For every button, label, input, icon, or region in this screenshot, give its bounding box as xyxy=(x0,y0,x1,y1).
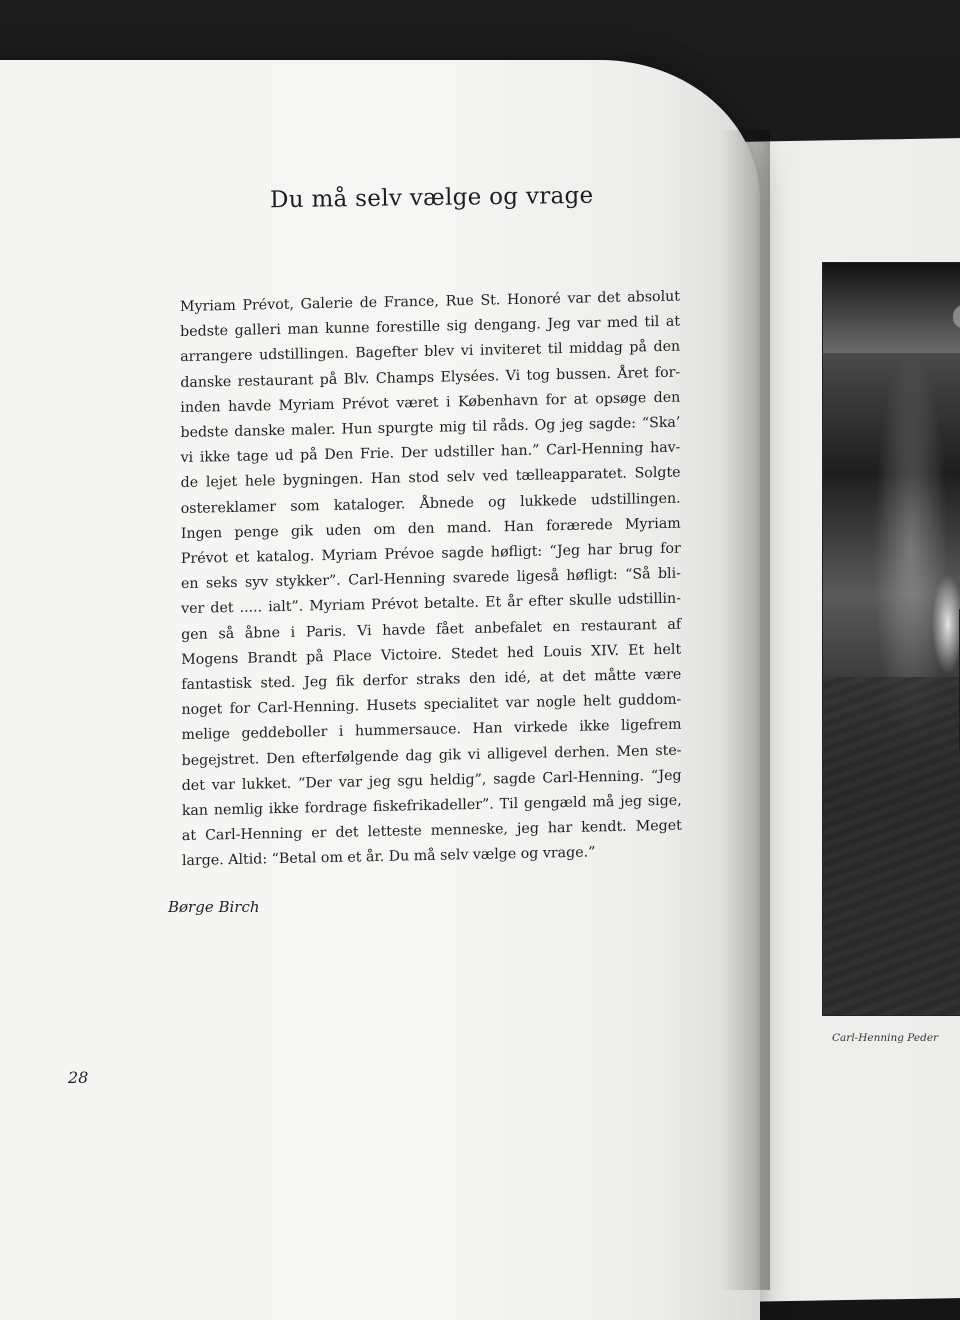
body-line: fantastisk sted. Jeg fik derfor straks den idé, at det måtte være xyxy=(181,666,682,694)
body-line: vi ikke tage ud på Den Frie. Der udstiller han.” Carl-Henning hav- xyxy=(180,439,681,467)
body-line: kan nemlig ikke fordrage fiskefrikadeller”. Til gengæld må jeg sige, xyxy=(181,792,682,820)
body-line: gen så åbne i Paris. Vi havde fået anbefalet en restaurant af xyxy=(181,616,682,643)
chapter-title: Du må selv vælge og vrage xyxy=(269,182,594,214)
author-signature: Børge Birch xyxy=(168,898,260,916)
body-line: large. Altid: “Betal om et år. Du må selv vælge og vrage.” xyxy=(181,844,596,870)
body-line: melige geddeboller i hummersauce. Han virkede ikke ligefrem xyxy=(181,717,682,744)
photo-caption: Carl-Henning Peder xyxy=(832,1032,939,1044)
street-photo xyxy=(822,262,960,1016)
body-line: at Carl-Henning er det letteste menneske, jeg har kendt. Meget xyxy=(181,817,682,845)
body-line: ver det ..... ialt”. Myriam Prévot betalte. Et år efter skulle udstillin- xyxy=(181,591,682,618)
body-line: de lejet hele bygningen. Han stod selv ved tælleapparatet. Solgte xyxy=(180,464,681,492)
body-line: en seks syv stykker”. Carl-Henning svarede ligeså høfligt: “Så bli- xyxy=(180,565,681,593)
body-line: begejstret. Den efterfølgende dag gik vi alligevel derhen. Men ste- xyxy=(181,742,682,769)
body-line: arrangere udstillingen. Bagefter blev vi inviteret til middag på den xyxy=(180,338,681,366)
body-line: det var lukket. “Der var jeg sgu heldig”, sagde Carl-Henning. “Jeg xyxy=(181,767,682,794)
body-line: Mogens Brandt på Place Victoire. Stedet hed Louis XIV. Et helt xyxy=(181,641,682,668)
body-line: bedste galleri man kunne forestille sig dengang. Jeg var med til at xyxy=(180,313,681,341)
page-number: 28 xyxy=(68,1068,89,1087)
photo-street xyxy=(823,677,960,1015)
body-text xyxy=(180,285,682,875)
body-line: Myriam Prévot, Galerie de France, Rue St. Honoré var det absolut xyxy=(180,288,680,316)
body-line: Prévot et katalog. Myriam Prévoe sagde høfligt: “Jeg har brug for xyxy=(180,540,681,568)
body-line: bedste danske maler. Hun spurgte mig til råds. Og jeg sagde: “Ska’ xyxy=(180,414,681,442)
body-line: ostereklamer som kataloger. Åbnede og lukkede udstillingen. xyxy=(180,490,681,517)
photo-bridge xyxy=(823,263,960,353)
body-line: inden havde Myriam Prévot været i København for at opsøge den xyxy=(180,389,681,416)
body-line: Ingen penge gik uden om den mand. Han forærede Myriam xyxy=(180,515,681,542)
body-line: noget for Carl-Henning. Husets specialitet var nogle helt guddom- xyxy=(181,691,682,719)
body-line: danske restaurant på Blv. Champs Elysées. Vi tog bussen. Året for- xyxy=(180,364,681,391)
